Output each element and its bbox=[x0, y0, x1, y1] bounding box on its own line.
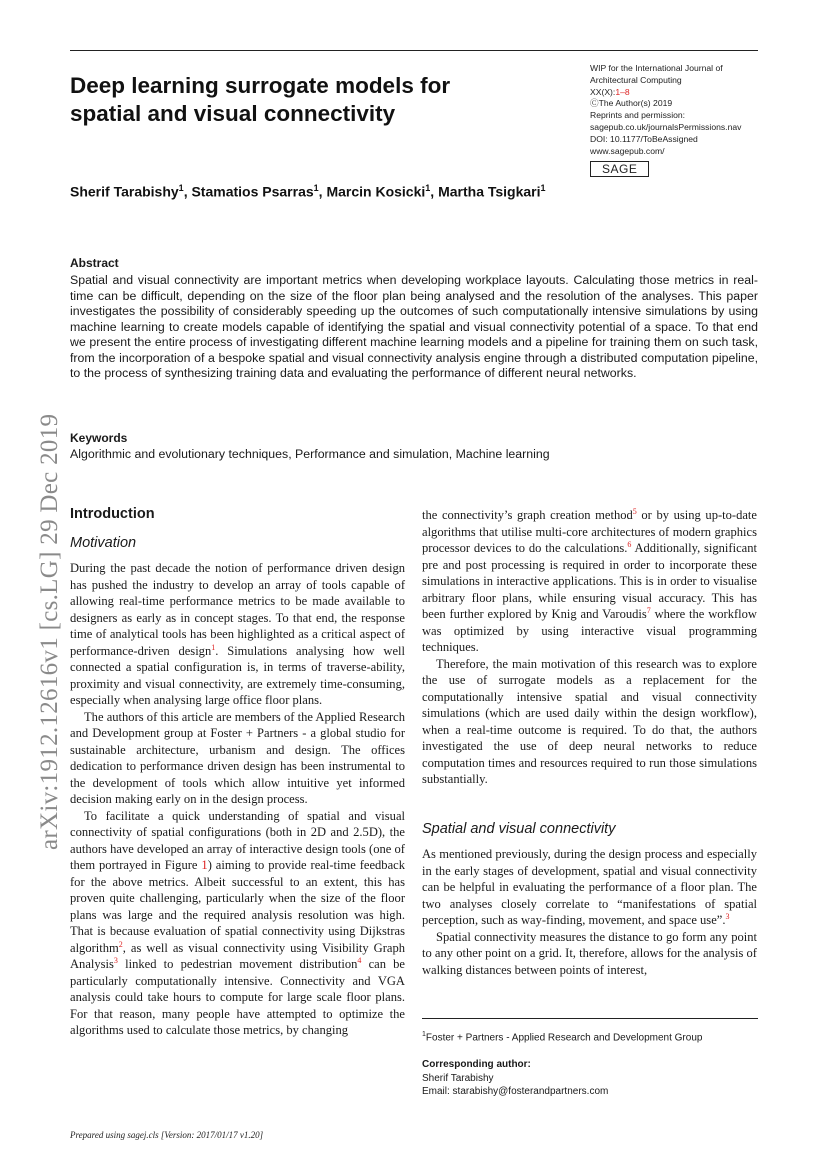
citation-ref[interactable]: 4 bbox=[357, 955, 362, 965]
abstract-text: Spatial and visual connectivity are important metrics when developing workplace layouts. Calculating those metrics in real-time can be difficult, depending on the size of the floor plan being analysed and the resolution of the analyses. This paper investigates the possibility of considerably speeding up the outcomes of such computationally intensive simulations by using machine learning to create models capable of identifying the spatial and visual connectivity potential of a space. To that end we present the entire process of investigating different machine learning models and a pipeline for training them on such task, from the incorporation of a bespoke spatial and visual connectivity analysis engine through a distributed computation pipeline, to the process of synthesizing training data and evaluating the performance of different neural networks. bbox=[70, 273, 758, 380]
citation-ref[interactable]: 5 bbox=[632, 506, 637, 516]
affiliation-mark: 1 bbox=[178, 183, 184, 193]
section-heading-introduction: Introduction bbox=[70, 506, 155, 522]
footnote-text: Foster + Partners - Applied Research and Development Group bbox=[425, 1032, 703, 1044]
text-run: the connectivity’s graph creation method bbox=[422, 508, 633, 522]
citation-ref[interactable]: 1 bbox=[211, 642, 216, 652]
permissions-url: sagepub.co.uk/journalsPermissions.nav bbox=[590, 121, 742, 132]
arxiv-stamp: arXiv:1912.12616v1 [cs.LG] 29 Dec 2019 bbox=[36, 413, 63, 850]
title-line-2: spatial and visual connectivity bbox=[70, 101, 396, 126]
paragraph bbox=[422, 846, 757, 929]
text-run: To facilitate a quick understanding of spatial and visual connectivity of spatial configurations (both in 2D and 2.5D), the authors have developed an array of interactive design tools (one of them portrayed in Figure bbox=[70, 808, 405, 872]
title-line-1: Deep learning surrogate models for bbox=[70, 73, 451, 98]
corresponding-email: Email: starabishy@fosterandpartners.com bbox=[422, 1086, 609, 1097]
author-name: Stamatios Psarras bbox=[191, 183, 314, 200]
author-name: Sherif Tarabishy bbox=[70, 183, 179, 200]
text-run: As mentioned previously, during the design process and especially in the early stages of development, spatial and visual connectivity can be helpful in evaluating the performance of a floor plan. The two analyses closely correlate to “manifestations of spatial perception, such as way-finding, movement, and space use”. bbox=[422, 847, 757, 927]
paper-title bbox=[70, 72, 540, 128]
text-run: . Simulations analysing how well connected a spatial configuration is, in terms of traverse-ability, proximity and visual connectivity, are extremely time-consuming, especially when analysing large office floor plans. bbox=[70, 643, 405, 707]
page-footer: Prepared using sagej.cls [Version: 2017/01/17 v1.20] bbox=[70, 1130, 264, 1140]
journal-line-2: Architectural Computing bbox=[590, 74, 682, 85]
figure-ref[interactable]: 1 bbox=[201, 858, 208, 872]
corresponding-author-block bbox=[422, 1058, 608, 1099]
volume-line bbox=[590, 87, 760, 99]
journal-info bbox=[590, 63, 760, 177]
sage-logo: SAGE bbox=[590, 161, 649, 177]
paragraph: Therefore, the main motivation of this research was to explore the use of surrogate models as a replacement for the computationally intensive spatial and visual connectivity simulations (which are used daily within the design workflow), when a real-time outcome is required. To do that, the authors investigated the use of deep neural networks to reduce computation times and resources required to run those simulations substantially. bbox=[422, 656, 757, 786]
text-run: During the past decade the notion of performance driven design has pushed the industry to develop an array of tools capable of allowing real-time performance metrics to be made available to designers as early as in concept stages. To that end, the response time of analytical tools has been highlighted as a critical aspect of performance-driven design bbox=[70, 561, 405, 658]
affiliation-mark: 1 bbox=[313, 183, 319, 193]
citation-ref[interactable]: 7 bbox=[646, 605, 651, 615]
keywords-text: Algorithmic and evolutionary techniques, Performance and simulation, Machine learning bbox=[70, 447, 550, 461]
copyright-line: ⒸThe Author(s) 2019 bbox=[590, 98, 673, 109]
journal-line-1: WIP for the International Journal of bbox=[590, 63, 723, 73]
text-run: can be particularly computationally intensive. Connectivity and VGA analysis could take hours to compute for large scale floor plans. For that reason, many people have attempted to optimize the algorithms used to calculate those metrics, by changing bbox=[70, 957, 406, 1037]
paragraph bbox=[70, 560, 405, 709]
citation-ref[interactable]: 3 bbox=[113, 955, 118, 965]
author-name: Martha Tsigkari bbox=[438, 183, 541, 200]
subsection-heading-motivation: Motivation bbox=[70, 535, 137, 551]
author-name: Marcin Kosicki bbox=[326, 183, 426, 200]
top-rule bbox=[70, 50, 758, 51]
volume-pages[interactable]: 1–8 bbox=[615, 86, 630, 97]
text-run: , as well as visual connectivity using Visibility Graph Analysis bbox=[70, 940, 405, 971]
text-run: Additionally, significant pre and post processing is required in order to incorporate these simulations in interactive applications. This is in order to visualise arbitrary floor plans, while ensuring visual accuracy. This has been further explored by Knig and Varoudis bbox=[422, 541, 757, 621]
text-run: or by using up-to-date algorithms that utilise multi-core architectures of modern graphics processor devices to do the calculations. bbox=[422, 508, 757, 555]
paragraph bbox=[422, 507, 757, 656]
author-list: Sherif Tarabishy$^1$, Stamatios Psarras$^1$, Marcin Kosicki$^1$, Martha Tsigkari$^1$ bbox=[70, 183, 546, 200]
site-line: www.sagepub.com/ bbox=[590, 145, 665, 156]
paragraph: The authors of this article are members of the Applied Research and Development group at Foster + Partners - a global studio for sustainable architecture, urbanism and design. The offices dedication to performance driven design has been instrumental to the development of tools which allow intuitive yet informed decision making early on in the design process. bbox=[70, 709, 405, 806]
citation-ref[interactable]: 3 bbox=[725, 911, 730, 921]
footnote bbox=[422, 1031, 702, 1043]
abstract-heading: Abstract bbox=[70, 256, 119, 270]
affiliation-mark: 1 bbox=[425, 183, 431, 193]
text-run: ) aiming to provide real-time feedback for the above metrics. Albeit successful to an extent, this has proven quite challenging, particularly when the size of the floor plans was large and the required analysis resolution was high. That is because evaluation of spatial connectivity using Dijkstras algorithm bbox=[70, 858, 405, 955]
corresponding-label: Corresponding author: bbox=[422, 1059, 531, 1070]
paragraph bbox=[70, 808, 405, 1039]
footnote-rule bbox=[422, 1018, 758, 1019]
citation-ref[interactable]: 6 bbox=[627, 539, 632, 549]
volume-prefix: XX(X): bbox=[590, 86, 616, 97]
text-run: linked to pedestrian movement distribution bbox=[117, 957, 358, 971]
paragraph: Spatial connectivity measures the distance to go form any point to any other point on a grid. It, therefore, allows for the analysis of walking distances between points of interest, bbox=[422, 929, 757, 977]
right-column-lower bbox=[422, 846, 757, 978]
citation-ref[interactable]: 2 bbox=[118, 939, 123, 949]
reprints-line: Reprints and permission: bbox=[590, 110, 686, 121]
subsection-heading-spatial-visual: Spatial and visual connectivity bbox=[422, 821, 616, 837]
left-column bbox=[70, 560, 405, 1039]
keywords-heading: Keywords bbox=[70, 431, 128, 445]
right-column bbox=[422, 507, 757, 788]
text-run: where the workflow was optimized by using interactive visual programming techniques. bbox=[422, 607, 757, 654]
corresponding-name: Sherif Tarabishy bbox=[422, 1072, 494, 1084]
affiliation-mark: 1 bbox=[540, 183, 546, 193]
footnote-mark: 1 bbox=[422, 1031, 426, 1038]
doi-line: DOI: 10.1177/ToBeAssigned bbox=[590, 133, 698, 144]
